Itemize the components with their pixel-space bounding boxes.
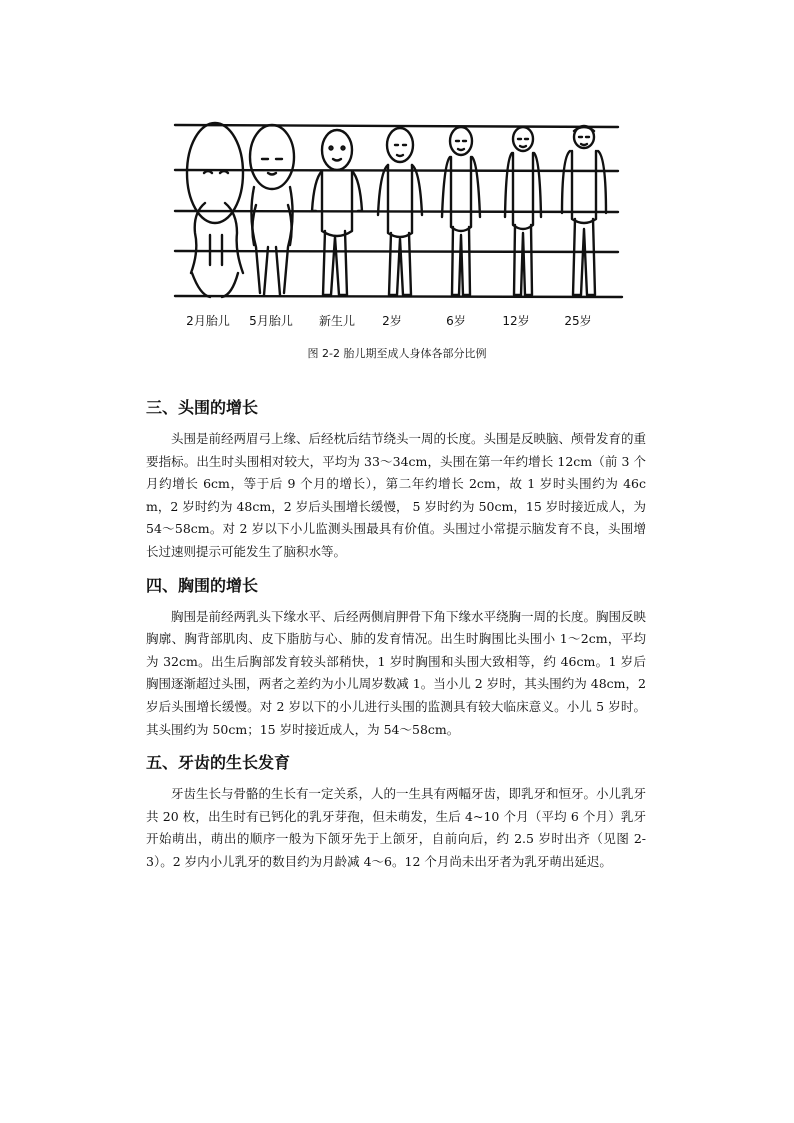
body-proportion-figure [170,115,630,310]
section-paragraph: 牙齿生长与骨骼的生长有一定关系，人的一生具有两幅牙齿，即乳牙和恒牙。小儿乳牙共 20 枚，出生时有已钙化的乳牙芽孢，但未萌发，生后 4~10 个月（平均 6 个月）乳牙开始萌出，萌出的顺序一般为下颌牙先于上颌牙，自前向后，约 2.5 岁时出齐（见图 2-3）。2 岁内小儿乳牙的数目约为月龄减 4～6。12 个月尚未出牙者为乳牙萌出延迟。 [146,786,647,869]
figure-label: 2月胎儿 [186,314,230,328]
document-body [146,396,646,884]
figure-caption: 图 2-2 胎儿期至成人身体各部分比例 [307,347,487,360]
figure-label: 新生儿 [318,314,356,328]
section-paragraph: 头围是前经两眉弓上缘、后经枕后结节绕头一周的长度。头围是反映脑、颅骨发育的重要指标。出生时头围相对较大，平均为 33～34cm，头围在第一年约增长 12cm（前 3 个月约增长 6cm，等于后 9 个月的增长），第二年约增长 2cm，故 1 岁时头围约为 46cm，2 岁时约为 48cm，2 岁后头围增长缓慢， 5 岁时约为 50cm，15 岁时接近成人，为 54～58cm。对 2 岁以下小儿监测头围最具有价值。头围过小常提示脑发育不良，头围增长过速则提示可能发生了脑积水等。 [146,431,647,559]
section-heading: 四、胸围的增长 [146,575,259,595]
section-heading: 五、牙齿的生长发育 [146,753,291,773]
figure-label: 2岁 [382,314,402,328]
figure-label: 12岁 [502,314,530,328]
proportion-line-2 [175,170,618,171]
figure-label: 25岁 [564,314,592,328]
proportion-line-4 [175,251,618,252]
proportion-line-1 [175,125,618,127]
section-heading: 三、头围的增长 [146,398,259,417]
section-paragraph: 胸围是前经两乳头下缘水平、后经两侧肩胛骨下角下缘水平绕胸一周的长度。胸围反映胸廓、胸背部肌肉、皮下脂肪与心、肺的发育情况。出生时胸围比头围小 1～2cm，平均为 32cm。出生后胸部发育较头部稍快，1 岁时胸围和头围大致相等，约 46cm。1 岁后胸围逐渐超过头围，两者之差约为小儿周岁数减 1。当小儿 2 岁时，其头围约为 48cm，2 岁后头围增长缓慢。对 2 岁以下的小儿进行头围的监测具有较大临床意义。小儿 5 岁时。其头围约为 50cm；15 岁时接近成人，为 54～58cm。 [146,608,647,737]
body-proportion-illustration [170,115,630,310]
figure-labels [170,312,630,332]
figure-25-years [562,126,606,295]
figure-label: 5月胎儿 [249,314,293,328]
figure-label: 6岁 [446,314,466,328]
proportion-line-3 [175,211,618,212]
proportion-line-5 [175,296,622,297]
